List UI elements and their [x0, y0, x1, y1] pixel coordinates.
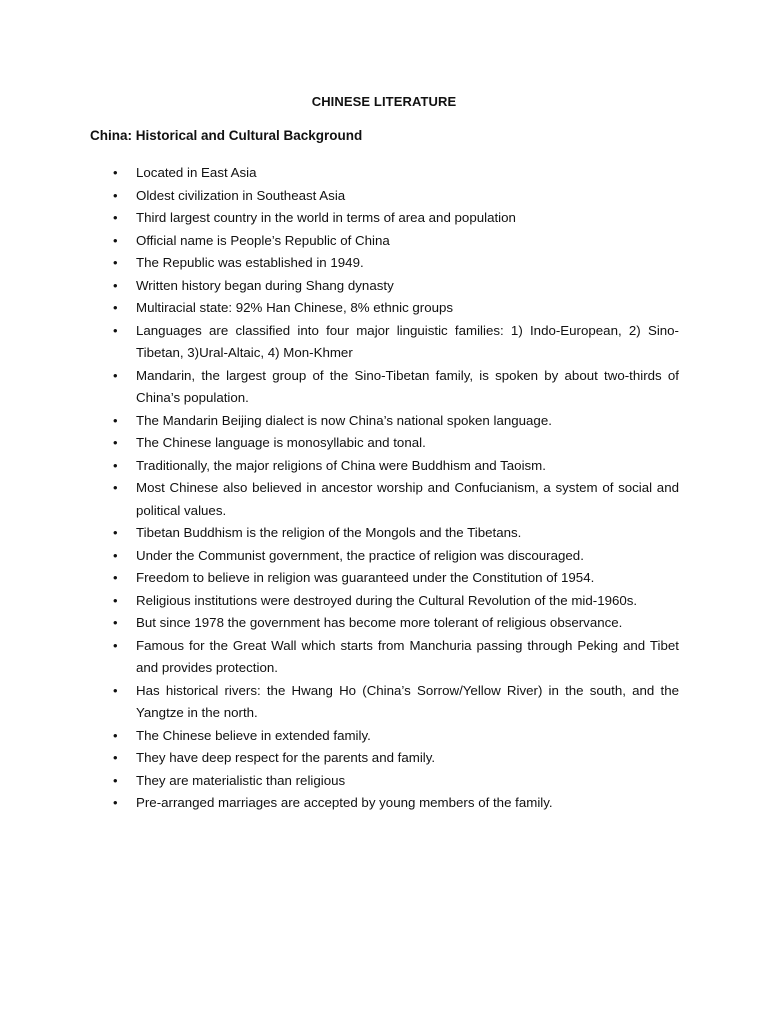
bullet-icon: • — [113, 322, 118, 338]
list-item-text: Famous for the Great Wall which starts from Manchuria passing through Peking and Tibet and provides protection. — [136, 637, 679, 675]
bullet-icon: • — [113, 412, 118, 428]
bullet-icon: • — [113, 750, 118, 765]
list-item — [113, 477, 679, 522]
list-item-text: Traditionally, the major religions of China were Buddhism and Taoism. — [136, 457, 546, 473]
list-item-text: Freedom to believe in religion was guaranteed under the Constitution of 1954. — [136, 570, 595, 585]
list-item — [113, 162, 679, 185]
bullet-icon: • — [113, 367, 118, 383]
document-title: CHINESE LITERATURE — [311, 94, 457, 109]
list-item — [113, 432, 679, 455]
list-item — [113, 770, 679, 793]
bullet-icon: • — [113, 682, 118, 698]
bullet-icon: • — [113, 187, 118, 203]
list-item — [113, 612, 679, 635]
list-item — [113, 297, 679, 320]
list-item-text: Languages are classified into four major linguistic families: 1) Indo-European, 2) Sino-Tibetan, 3)Ural-Altaic, 4) Mon-Khmer — [136, 322, 679, 360]
list-item-text: But since 1978 the government has become more tolerant of religious observance. — [136, 615, 623, 630]
bullet-icon: • — [113, 795, 118, 810]
bullet-list — [113, 162, 679, 815]
list-item — [113, 567, 679, 590]
bullet-icon: • — [113, 457, 118, 473]
list-item-text: The Republic was established in 1949. — [136, 255, 364, 270]
list-item-text: Religious institutions were destroyed during the Cultural Revolution of the mid-1960s. — [136, 592, 638, 608]
list-item-text: The Chinese language is monosyllabic and tonal. — [136, 435, 426, 450]
bullet-icon: • — [113, 772, 118, 788]
bullet-icon: • — [113, 727, 118, 743]
bullet-icon: • — [113, 480, 118, 495]
bullet-icon: • — [113, 637, 118, 653]
list-item-text: They have deep respect for the parents and family. — [136, 750, 436, 765]
bullet-icon: • — [113, 255, 118, 270]
list-item — [113, 252, 679, 275]
list-item-text: Has historical rivers: the Hwang Ho (China’s Sorrow/Yellow River) in the south, and the Yangtze in the north. — [136, 682, 679, 720]
list-item-text: Mandarin, the largest group of the Sino-Tibetan family, is spoken by about two-thirds of China’s population. — [136, 367, 679, 405]
bullet-icon: • — [113, 570, 118, 585]
bullet-icon: • — [113, 435, 118, 450]
list-item — [113, 455, 679, 478]
list-item — [113, 230, 679, 253]
bullet-icon: • — [113, 300, 118, 315]
list-item-text: Tibetan Buddhism is the religion of the Mongols and the Tibetans. — [136, 525, 522, 540]
section-heading: China: Historical and Cultural Background — [90, 128, 363, 143]
list-item-text: Oldest civilization in Southeast Asia — [136, 187, 346, 203]
list-item — [113, 410, 679, 433]
list-item — [113, 635, 679, 680]
list-item-text: They are materialistic than religious — [136, 772, 346, 788]
list-item-text: Official name is People’s Republic of China — [136, 232, 390, 248]
list-item — [113, 680, 679, 725]
list-item — [113, 275, 679, 298]
list-item-text: Written history began during Shang dynasty — [136, 277, 394, 293]
list-item — [113, 365, 679, 410]
list-item — [113, 522, 679, 545]
list-item — [113, 320, 679, 365]
list-item — [113, 207, 679, 230]
list-item — [113, 590, 679, 613]
list-item — [113, 792, 679, 815]
list-item-text: The Chinese believe in extended family. — [136, 727, 371, 743]
list-item-text: Under the Communist government, the practice of religion was discouraged. — [136, 547, 584, 563]
bullet-icon: • — [113, 592, 118, 608]
bullet-icon: • — [113, 525, 118, 540]
list-item-text: Pre-arranged marriages are accepted by young members of the family. — [136, 795, 553, 810]
list-item-text: The Mandarin Beijing dialect is now China’s national spoken language. — [136, 412, 552, 428]
bullet-icon: • — [113, 547, 118, 563]
list-item — [113, 747, 679, 770]
bullet-icon: • — [113, 210, 118, 225]
list-item — [113, 545, 679, 568]
list-item-text: Multiracial state: 92% Han Chinese, 8% ethnic groups — [136, 300, 454, 315]
list-item-text: Located in East Asia — [136, 165, 257, 180]
list-item-text: Most Chinese also believed in ancestor worship and Confucianism, a system of social and political values. — [136, 480, 679, 518]
list-item-text: Third largest country in the world in terms of area and population — [136, 210, 516, 225]
bullet-icon: • — [113, 232, 118, 248]
list-item — [113, 185, 679, 208]
list-item — [113, 725, 679, 748]
bullet-icon: • — [113, 165, 118, 180]
bullet-icon: • — [113, 615, 118, 630]
bullet-icon: • — [113, 277, 118, 293]
